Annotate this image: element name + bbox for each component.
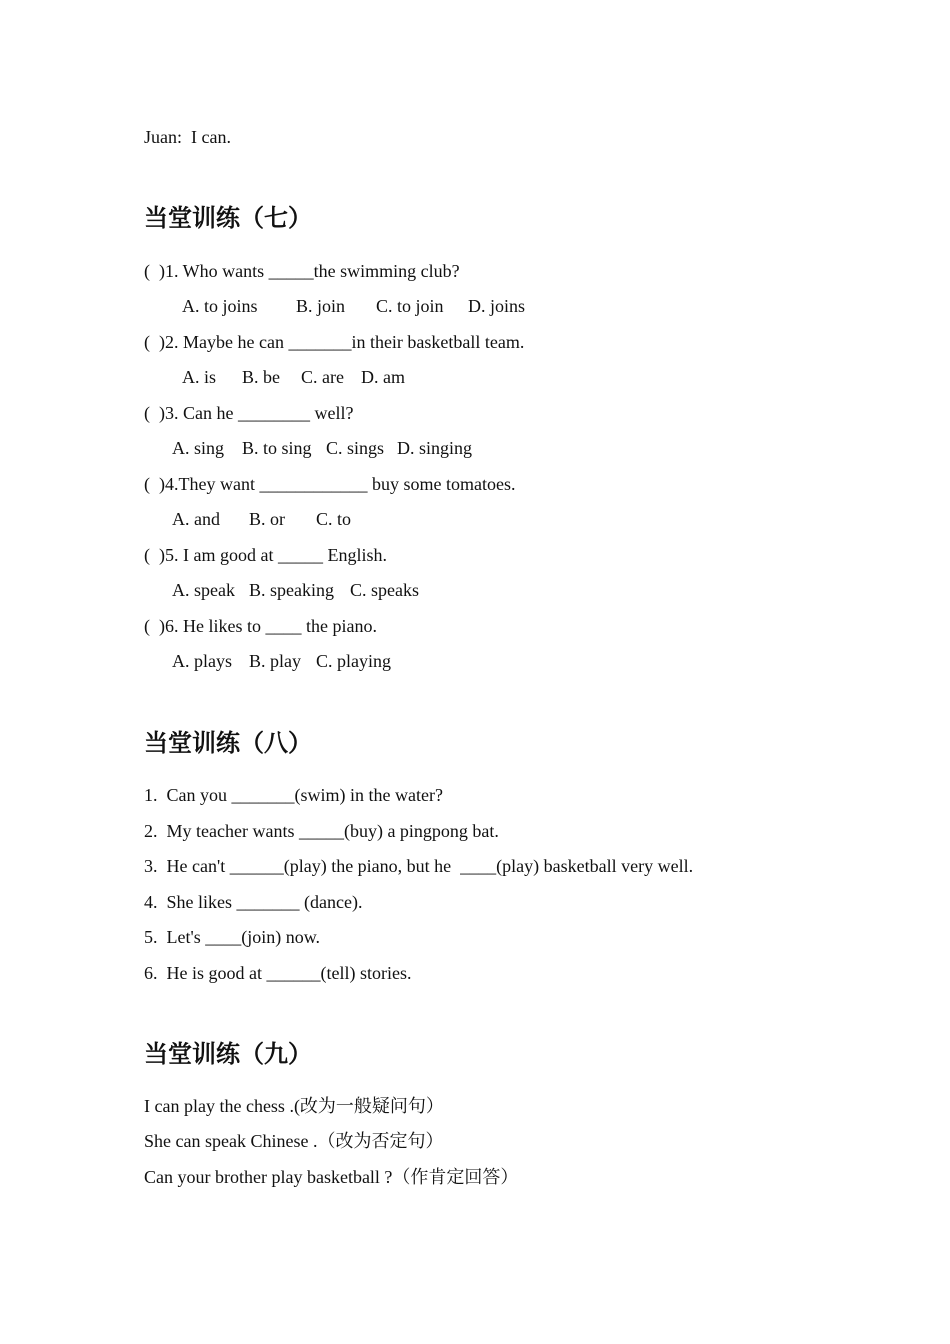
s7-q5-option-b: B. speaking [249, 580, 334, 600]
s8-item-5: 5. Let's ____(join) now. [144, 927, 321, 947]
s7-q4-option-c: C. to [316, 509, 352, 529]
s8-item-2: 2. My teacher wants _____(buy) a pingpong bat. [144, 821, 499, 841]
s9-item-3: Can your brother play basketball ?（作肯定回答） [144, 1167, 519, 1187]
s8-item-1: 1. Can you _______(swim) in the water? [144, 785, 443, 805]
s7-question-6: ( )6. He likes to ____ the piano. [144, 616, 377, 636]
s8-item-6: 6. He is good at ______(tell) stories. [144, 963, 412, 983]
s7-q3-option-d: D. singing [397, 438, 473, 458]
s7-q4-option-b: B. or [249, 509, 285, 529]
s7-question-3: ( )3. Can he ________ well? [144, 403, 354, 423]
s7-q6-option-a: A. plays [172, 651, 232, 671]
s7-question-1: ( )1. Who wants _____the swimming club? [144, 261, 460, 281]
intro-dialogue: Juan: I can. [144, 127, 231, 147]
s7-q5-option-a: A. speak [172, 580, 235, 600]
s8-item-4: 4. She likes _______ (dance). [144, 892, 363, 912]
s7-question-5: ( )5. I am good at _____ English. [144, 545, 387, 565]
s9-item-1: I can play the chess .(改为一般疑问句） [144, 1096, 444, 1116]
s7-q1-option-a: A. to joins [182, 296, 258, 316]
s7-q2-option-b: B. be [242, 367, 280, 387]
s7-q2-option-a: A. is [182, 367, 217, 387]
s7-q1-option-c: C. to join [376, 296, 444, 316]
s7-q6-option-c: C. playing [316, 651, 391, 671]
s7-q6-option-b: B. play [249, 651, 301, 671]
s7-q2-option-c: C. are [301, 367, 344, 387]
s7-q2-option-d: D. am [361, 367, 405, 387]
section-8-title: 当堂训练（八） [144, 731, 312, 757]
s7-q3-option-b: B. to sing [242, 438, 312, 458]
s7-question-4: ( )4.They want ____________ buy some tomatoes. [144, 474, 516, 494]
s7-q3-option-c: C. sings [326, 438, 385, 458]
s9-item-2: She can speak Chinese .（改为否定句） [144, 1131, 444, 1151]
section-9-title: 当堂训练（九） [144, 1042, 312, 1068]
s7-q4-option-a: A. and [172, 509, 220, 529]
s7-q1-option-b: B. join [296, 296, 346, 316]
s7-q5-option-c: C. speaks [350, 580, 419, 600]
s8-item-3: 3. He can't ______(play) the piano, but he ____(play) basketball very well. [144, 856, 694, 876]
section-7-title: 当堂训练（七） [144, 206, 312, 232]
s7-q3-option-a: A. sing [172, 438, 225, 458]
s7-question-2: ( )2. Maybe he can _______in their basketball team. [144, 332, 525, 352]
s7-q1-option-d: D. joins [468, 296, 526, 316]
